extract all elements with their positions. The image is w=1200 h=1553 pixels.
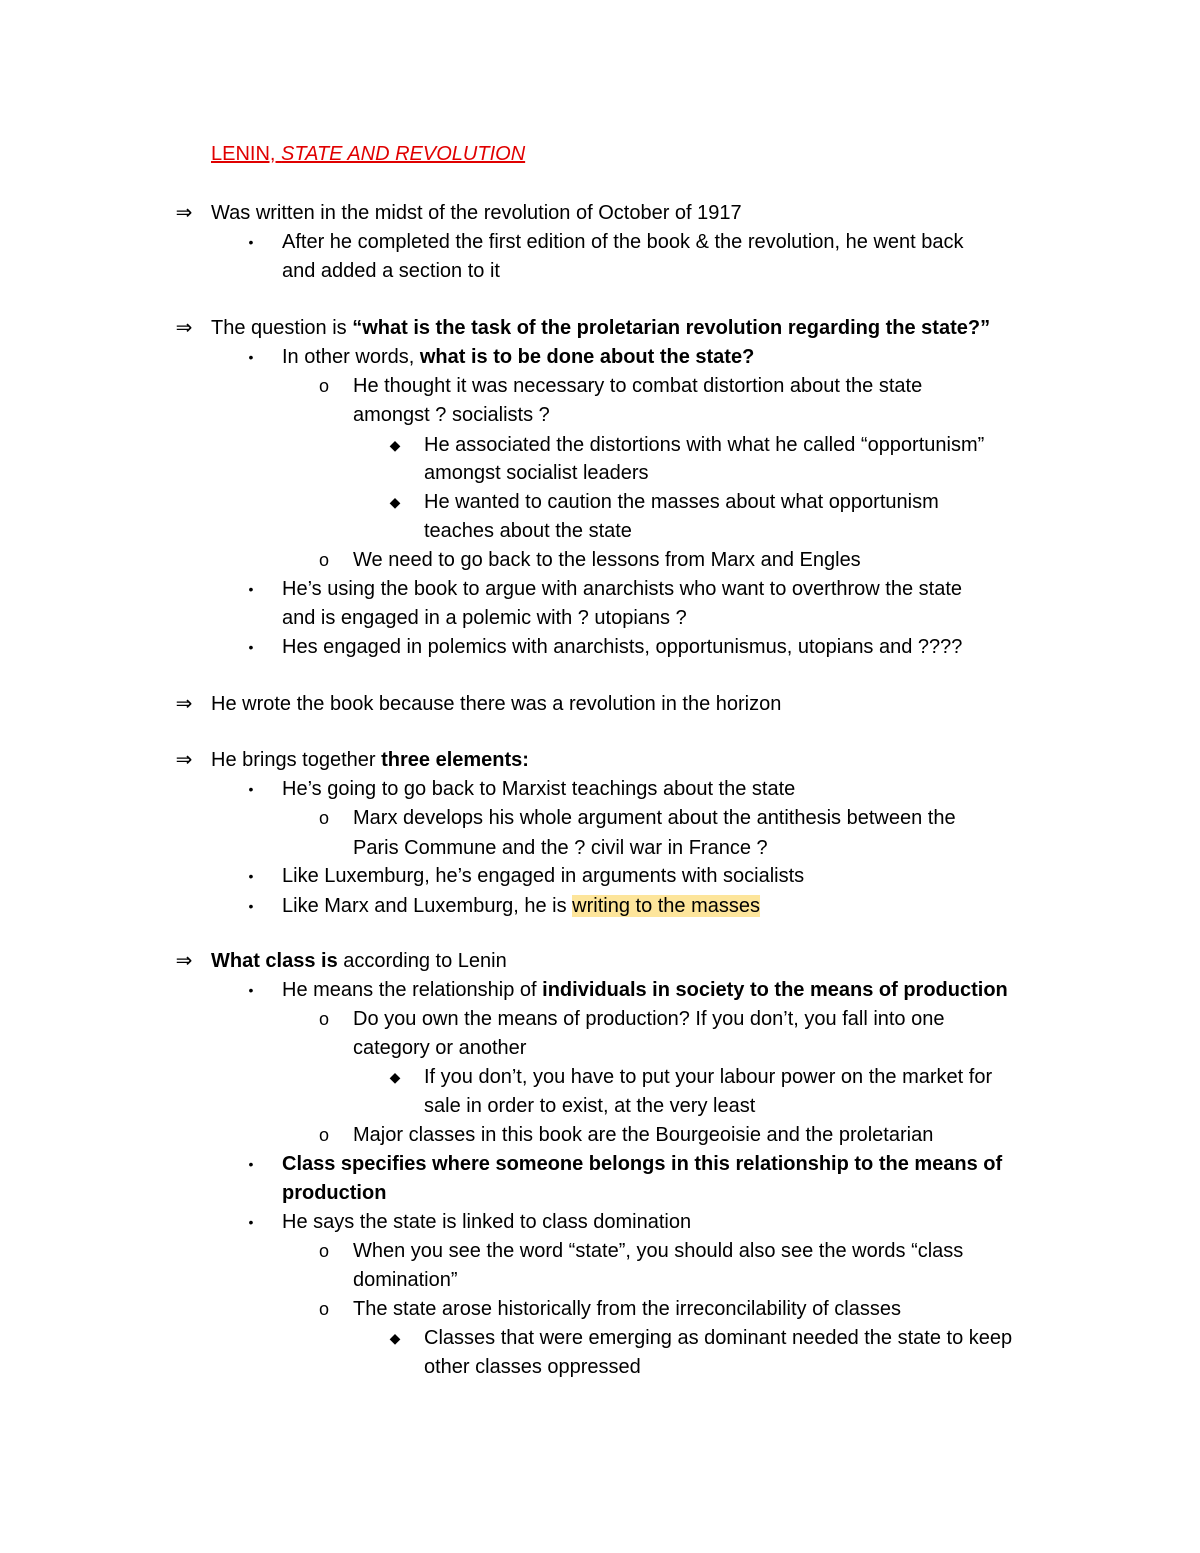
circle-bullet-icon: o xyxy=(318,1241,329,1261)
highlighted-text: writing to the masses xyxy=(572,895,761,917)
list-item: Do you own the means of production? If you don’t, you fall into one xyxy=(353,1008,945,1030)
bullet-icon: • xyxy=(248,868,254,884)
list-item-continuation: domination” xyxy=(353,1269,458,1291)
circle-bullet-icon: o xyxy=(318,808,329,828)
bullet-icon: • xyxy=(248,581,254,597)
list-item: He wrote the book because there was a revolution in the horizon xyxy=(211,693,782,715)
list-item: Class specifies where someone belongs in this relationship to the means of xyxy=(282,1153,1003,1175)
bullet-icon: • xyxy=(248,639,254,655)
list-item-continuation: teaches about the state xyxy=(424,520,632,542)
bullet-icon: • xyxy=(248,349,254,365)
list-item: In other words, what is to be done about the state? xyxy=(282,346,755,368)
circle-bullet-icon: o xyxy=(318,1125,329,1145)
list-item: He says the state is linked to class domination xyxy=(282,1211,692,1233)
list-item: After he completed the first edition of the book & the revolution, he went back xyxy=(282,231,964,253)
list-item-continuation: Paris Commune and the ? civil war in France ? xyxy=(353,837,768,859)
arrow-bullet-icon: ⇒ xyxy=(175,317,193,339)
bullet-icon: • xyxy=(248,1214,254,1230)
list-item: We need to go back to the lessons from Marx and Engles xyxy=(353,549,861,571)
list-item: He brings together three elements: xyxy=(211,749,529,771)
list-item-continuation: amongst socialist leaders xyxy=(424,462,649,484)
list-item: Marx develops his whole argument about the antithesis between the xyxy=(353,807,956,829)
list-item: What class is according to Lenin xyxy=(211,950,507,972)
diamond-bullet-icon: ◆ xyxy=(389,1069,401,1085)
circle-bullet-icon: o xyxy=(318,1299,329,1319)
list-item-continuation: amongst ? socialists ? xyxy=(353,404,550,426)
list-item: Major classes in this book are the Bourgeoisie and the proletarian xyxy=(353,1124,934,1146)
list-item: Like Marx and Luxemburg, he is writing to the masses xyxy=(282,895,761,917)
list-item: If you don’t, you have to put your labour power on the market for xyxy=(424,1066,993,1088)
list-item: Hes engaged in polemics with anarchists, opportunismus, utopians and ???? xyxy=(282,636,963,658)
diamond-bullet-icon: ◆ xyxy=(389,494,401,510)
list-item: He wanted to caution the masses about what opportunism xyxy=(424,491,939,513)
list-item-continuation: sale in order to exist, at the very least xyxy=(424,1095,756,1117)
arrow-bullet-icon: ⇒ xyxy=(175,202,193,224)
diamond-bullet-icon: ◆ xyxy=(389,437,401,453)
arrow-bullet-icon: ⇒ xyxy=(175,950,193,972)
list-item-continuation: and is engaged in a polemic with ? utopians ? xyxy=(282,607,687,629)
list-item: He’s going to go back to Marxist teachings about the state xyxy=(282,778,796,800)
list-item: He thought it was necessary to combat distortion about the state xyxy=(353,375,923,397)
bullet-icon: • xyxy=(248,781,254,797)
list-item: He associated the distortions with what he called “opportunism” xyxy=(424,434,985,456)
list-item: The question is “what is the task of the proletarian revolution regarding the state?” xyxy=(211,317,991,339)
bullet-icon: • xyxy=(248,1156,254,1172)
list-item: Was written in the midst of the revolution of October of 1917 xyxy=(211,202,742,224)
arrow-bullet-icon: ⇒ xyxy=(175,693,193,715)
list-item: Like Luxemburg, he’s engaged in arguments with socialists xyxy=(282,865,805,887)
list-item: The state arose historically from the irreconcilability of classes xyxy=(353,1298,901,1320)
diamond-bullet-icon: ◆ xyxy=(389,1330,401,1346)
circle-bullet-icon: o xyxy=(318,1009,329,1029)
list-item-continuation: other classes oppressed xyxy=(424,1356,641,1378)
circle-bullet-icon: o xyxy=(318,376,329,396)
circle-bullet-icon: o xyxy=(318,550,329,570)
arrow-bullet-icon: ⇒ xyxy=(175,749,193,771)
list-item: When you see the word “state”, you should also see the words “class xyxy=(353,1240,964,1262)
list-item-continuation: production xyxy=(282,1182,387,1204)
bullet-icon: • xyxy=(248,982,254,998)
bullet-icon: • xyxy=(248,898,254,914)
list-item: Classes that were emerging as dominant needed the state to keep xyxy=(424,1327,1013,1349)
page-title: LENIN, STATE AND REVOLUTION xyxy=(211,143,526,165)
bullet-icon: • xyxy=(248,234,254,250)
list-item: He’s using the book to argue with anarchists who want to overthrow the state xyxy=(282,578,963,600)
list-item-continuation: category or another xyxy=(353,1037,527,1059)
list-item: He means the relationship of individuals in society to the means of production xyxy=(282,979,1008,1001)
list-item-continuation: and added a section to it xyxy=(282,260,500,282)
